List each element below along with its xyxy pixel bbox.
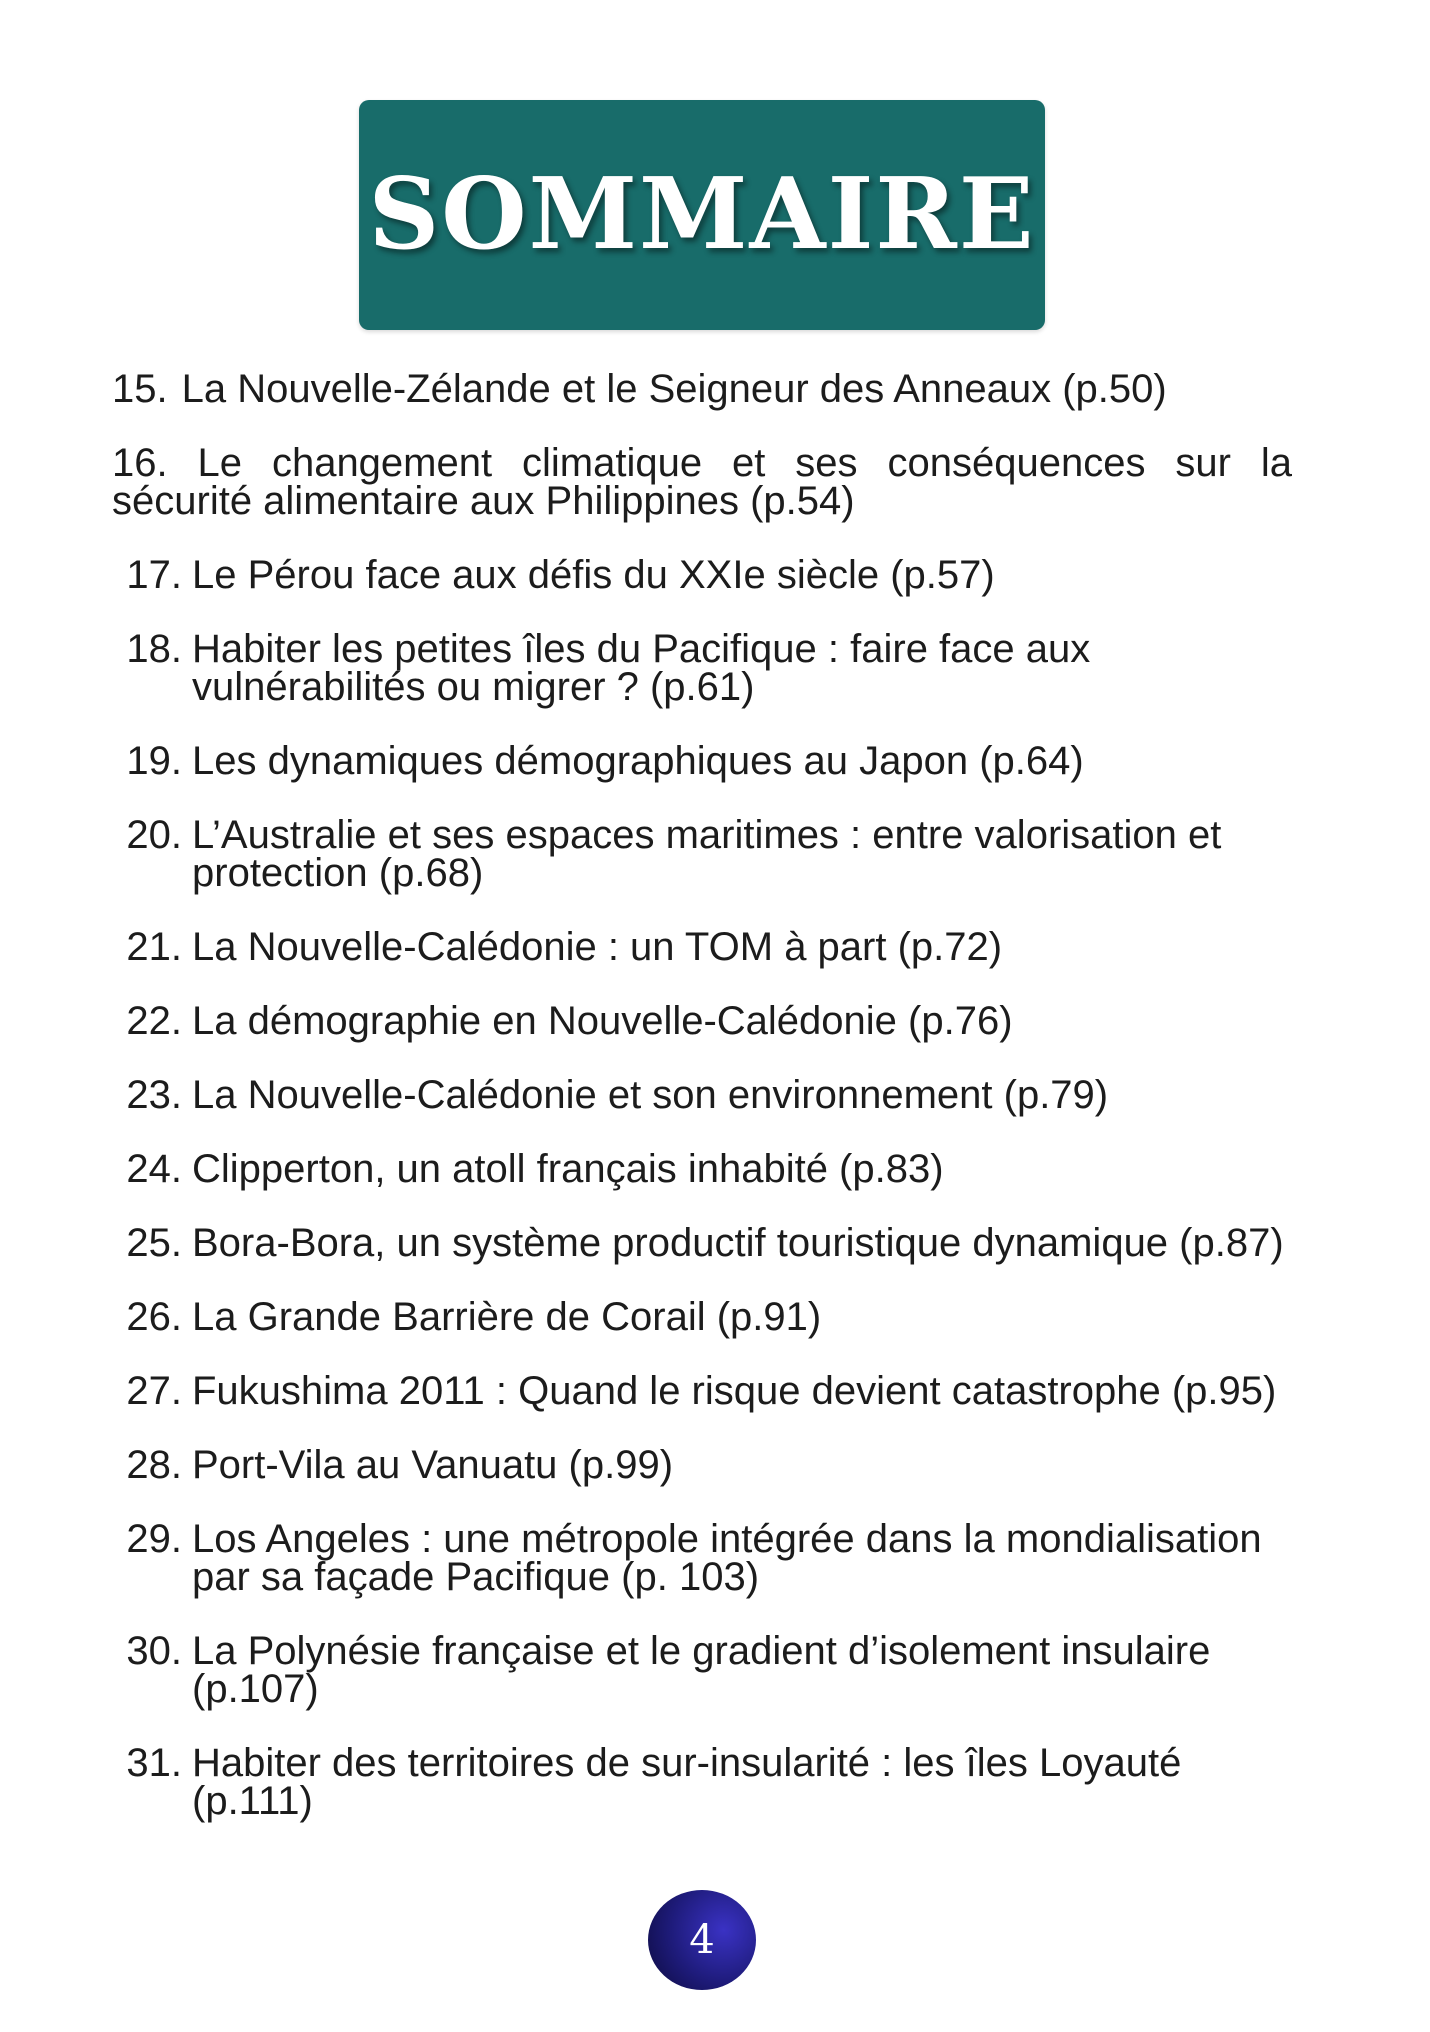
toc-entry-number: 18. <box>126 627 182 671</box>
toc-entry-title: Habiter les petites îles du Pacifique : faire face aux vulnérabilités ou migrer ? (p.61) <box>192 627 1091 709</box>
table-of-contents <box>112 367 1292 1856</box>
toc-entry <box>112 1295 1292 1339</box>
toc-entry-title: La Nouvelle-Calédonie et son environnement (p.79) <box>192 1073 1109 1117</box>
toc-entry-title: La Grande Barrière de Corail (p.91) <box>192 1295 822 1339</box>
toc-entry-number: 31. <box>126 1741 182 1785</box>
toc-entry <box>112 1517 1292 1599</box>
toc-entry-title: Port-Vila au Vanuatu (p.99) <box>192 1443 674 1487</box>
toc-entry-title: Les dynamiques démographiques au Japon (p.64) <box>192 739 1084 783</box>
toc-entry-title: La Nouvelle-Zélande et le Seigneur des Anneaux (p.50) <box>181 367 1167 411</box>
toc-entry-title <box>112 441 1292 523</box>
toc-entry <box>112 553 1292 597</box>
toc-entry-title: La Polynésie française et le gradient d’isolement insulaire (p.107) <box>192 1629 1211 1711</box>
page-number-badge <box>648 1890 756 1990</box>
toc-entry <box>112 739 1292 783</box>
toc-entry-number: 27. <box>126 1369 182 1413</box>
toc-entry-number: 15. <box>112 367 168 411</box>
toc-entry <box>112 1443 1292 1487</box>
toc-entry <box>112 1369 1292 1413</box>
toc-entry-title: La démographie en Nouvelle-Calédonie (p.76) <box>192 999 1013 1043</box>
toc-entry-title: Fukushima 2011 : Quand le risque devient catastrophe (p.95) <box>192 1369 1277 1413</box>
toc-entry <box>112 813 1292 895</box>
toc-entry <box>112 925 1292 969</box>
toc-entry <box>112 1147 1292 1191</box>
toc-entry-title: L’Australie et ses espaces maritimes : entre valorisation et protection (p.68) <box>192 813 1222 895</box>
toc-entry-number: 28. <box>126 1443 182 1487</box>
toc-entry-title: Clipperton, un atoll français inhabité (p.83) <box>192 1147 944 1191</box>
page-title: SOMMAIRE <box>368 157 1036 272</box>
toc-entry-number: 26. <box>126 1295 182 1339</box>
toc-entry <box>112 1221 1292 1265</box>
toc-entry <box>112 367 1292 411</box>
toc-entry-title: La Nouvelle-Calédonie : un TOM à part (p.72) <box>192 925 1003 969</box>
toc-entry <box>112 627 1292 709</box>
toc-entry-number: 30. <box>126 1629 182 1673</box>
toc-entry <box>112 999 1292 1043</box>
toc-entry-text: Le changement climatique et ses conséquences sur la sécurité alimentaire aux Philippines (p.54) <box>112 441 1292 523</box>
toc-entry-number: 24. <box>126 1147 182 1191</box>
toc-entry-title: Bora-Bora, un système productif touristique dynamique (p.87) <box>192 1221 1284 1265</box>
toc-entry-number: 21. <box>126 925 182 969</box>
toc-entry <box>112 1741 1292 1823</box>
toc-entry-title: Le Pérou face aux défis du XXIe siècle (p.57) <box>192 553 995 597</box>
page-number: 4 <box>689 1917 715 1963</box>
toc-entry-number: 19. <box>126 739 182 783</box>
toc-entry-number: 22. <box>126 999 182 1043</box>
toc-entry-number: 25. <box>126 1221 182 1265</box>
toc-entry-number: 23. <box>126 1073 182 1117</box>
toc-entry-number: 20. <box>126 813 182 857</box>
toc-entry-title: Habiter des territoires de sur-insularité : les îles Loyauté (p.111) <box>192 1741 1182 1823</box>
toc-entry-number: 16. <box>112 441 168 485</box>
toc-entry-title: Los Angeles : une métropole intégrée dans la mondialisation par sa façade Pacifique (p. 103) <box>192 1517 1262 1599</box>
toc-entry <box>112 1629 1292 1711</box>
toc-entry-number: 29. <box>126 1517 182 1561</box>
title-banner <box>359 100 1045 330</box>
toc-entry <box>112 441 1292 523</box>
toc-entry <box>112 1073 1292 1117</box>
toc-entry-number: 17. <box>126 553 182 597</box>
